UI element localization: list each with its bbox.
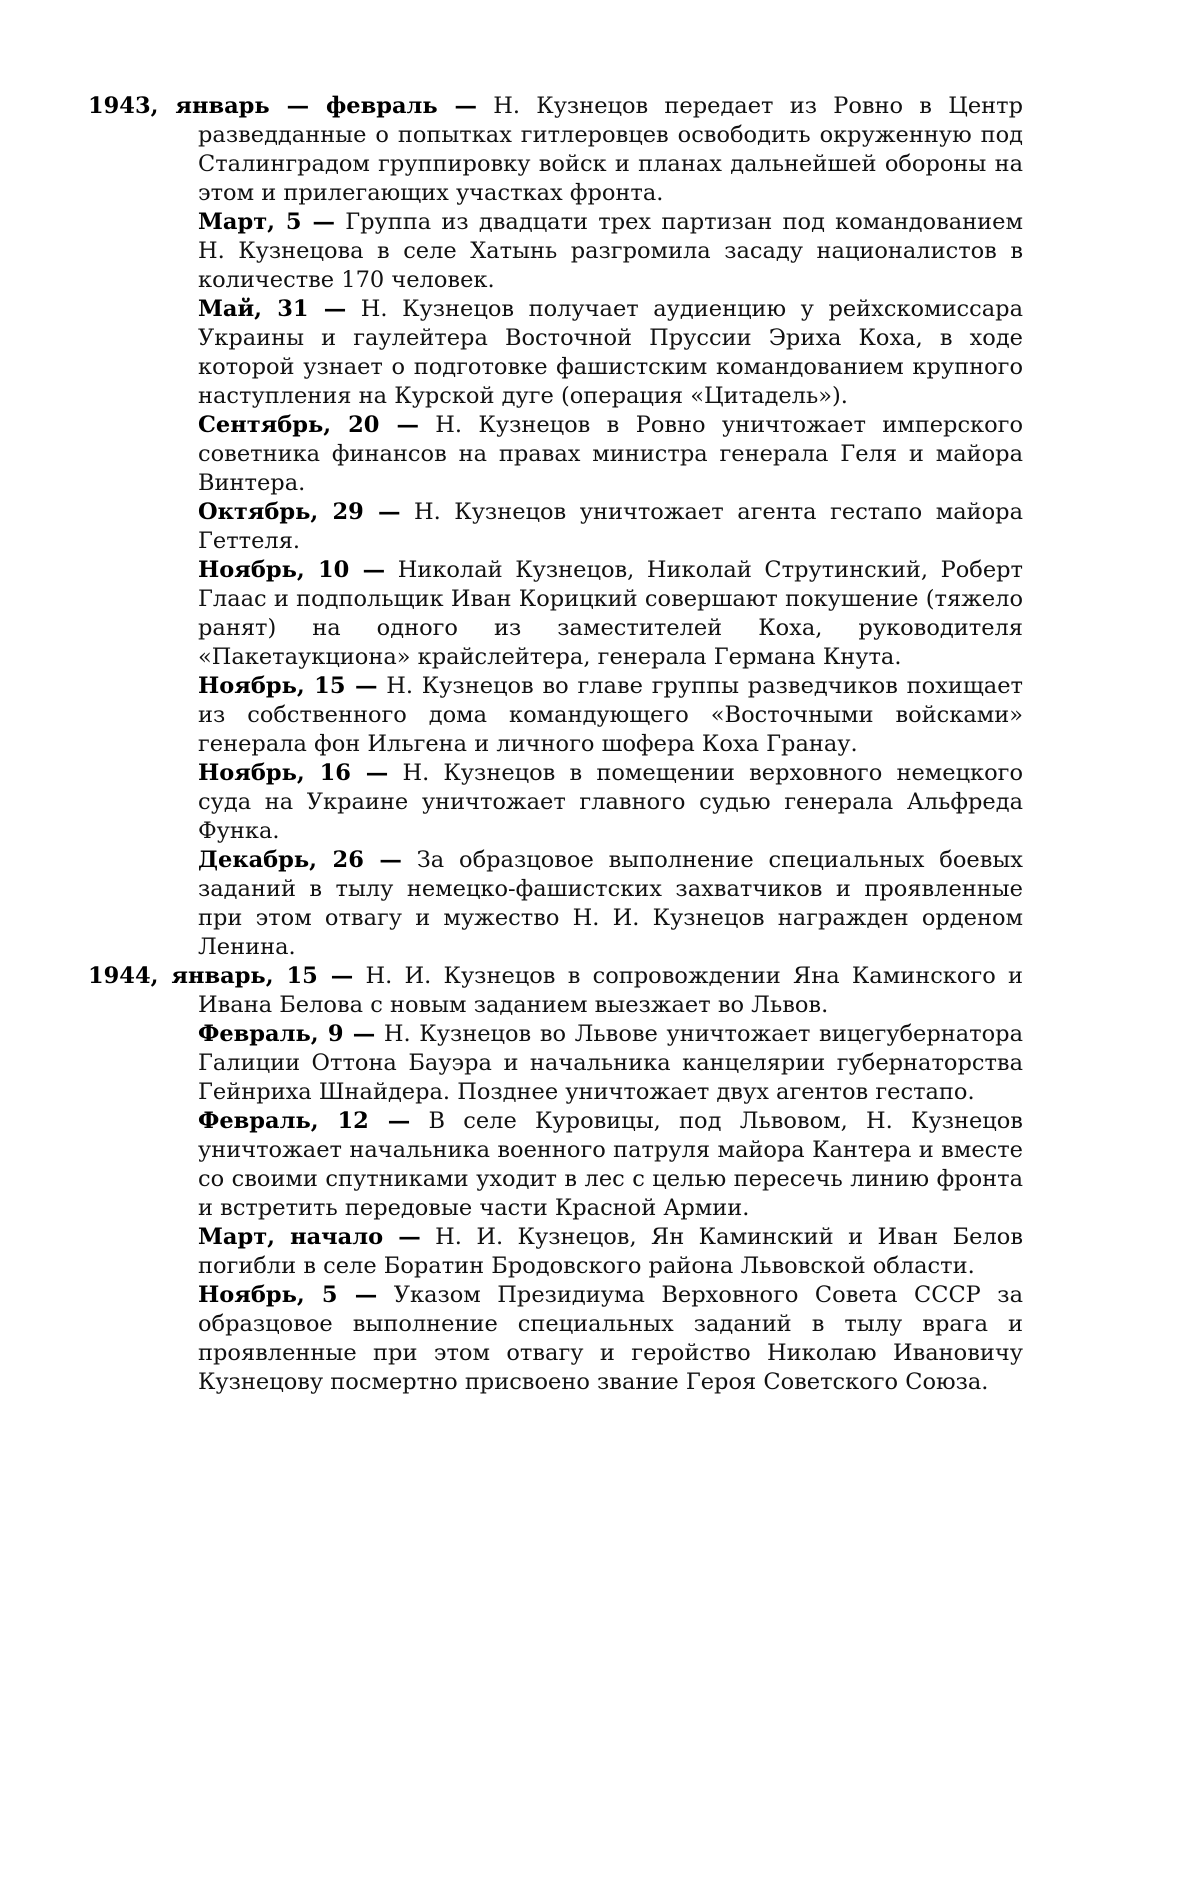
entry-text: Н. Кузнецов получает аудиенцию у рейхскомиссара Украины и гаулейтера Восточной Пруссии Эриха Коха, в ходе которой узнает о подготовке фашистским командованием крупного наступления на Курской дуге (операция «Цитадель»). — [198, 296, 1023, 409]
entry-text: За образцовое выполнение специальных боевых заданий в тылу немецко-фашистских захватчиков и проявленные при этом отвагу и мужество Н. И. Кузнецов награжден орденом Ленина. — [198, 847, 1023, 960]
entry-date: Февраль, 9 — — [198, 1021, 375, 1047]
entry-date: Сентябрь, 20 — — [198, 412, 419, 438]
entry-text: Н. Кузнецов в помещении верховного немецкого суда на Украине уничтожает главного судью генерала Альфреда Функа. — [198, 760, 1023, 844]
entry-date: Ноябрь, 10 — — [198, 557, 385, 583]
entry-date: Март, 5 — — [198, 209, 335, 235]
entry-text: Н. Кузнецов уничтожает агента гестапо майора Геттеля. — [198, 499, 1023, 554]
entry-date: Май, 31 — — [198, 296, 346, 322]
chronology-entry — [88, 962, 1023, 1020]
chronology-entry — [88, 1020, 1023, 1107]
entry-date: Октябрь, 29 — — [198, 499, 400, 525]
chronology-entry — [88, 846, 1023, 962]
chronology-entry — [88, 498, 1023, 556]
entry-date: Ноябрь, 15 — — [198, 673, 377, 699]
entry-date: Февраль, 12 — — [198, 1108, 410, 1134]
entry-date: Март, начало — — [198, 1224, 421, 1250]
entry-date: Ноябрь, 16 — — [198, 760, 388, 786]
chronology-entry — [88, 208, 1023, 295]
chronology-entry — [88, 556, 1023, 672]
chronology-entry — [88, 411, 1023, 498]
chronology-entry — [88, 1223, 1023, 1281]
entry-date: 1944, январь, 15 — — [88, 963, 353, 989]
chronology-entry — [88, 1281, 1023, 1397]
entry-text: Николай Кузнецов, Николай Струтинский, Роберт Глаас и подпольщик Иван Корицкий совершают покушение (тяжело ранят) на одного из заместителей Коха, руководителя «Пакетаукциона» крайслейтера, генерала Германа Кнута. — [198, 557, 1023, 670]
chronology-entry — [88, 672, 1023, 759]
entry-text: Н. Кузнецов передает из Ровно в Центр разведданные о попытках гитлеровцев освободить окруженную под Сталинградом группировку войск и планах дальнейшей обороны на этом и прилегающих участках фронта. — [198, 93, 1023, 206]
chronology-entry — [88, 92, 1023, 208]
entry-text: Н. И. Кузнецов в сопровождении Яна Каминского и Ивана Белова с новым заданием выезжает во Львов. — [198, 963, 1023, 1018]
chronology-entry — [88, 1107, 1023, 1223]
chronology-entry — [88, 759, 1023, 846]
entry-text: Н. Кузнецов во главе группы разведчиков похищает из собственного дома командующего «Восточными войсками» генерала фон Ильгена и личного шофера Коха Гранау. — [198, 673, 1023, 757]
entry-text: Н. Кузнецов во Львове уничтожает вицегубернатора Галиции Оттона Бауэра и начальника канцелярии губернаторства Гейнриха Шнайдера. Позднее уничтожает двух агентов гестапо. — [198, 1021, 1023, 1105]
entry-text: Группа из двадцати трех партизан под командованием Н. Кузнецова в селе Хатынь разгромила засаду националистов в количестве 170 человек. — [198, 209, 1023, 293]
entry-date: 1943, январь — февраль — — [88, 93, 477, 119]
entry-text: В селе Куровицы, под Львовом, Н. Кузнецов уничтожает начальника военного патруля майора Кантера и вместе со своими спутниками уходит в лес с целью пересечь линию фронта и встретить передовые части Красной Армии. — [198, 1108, 1023, 1221]
entry-text: Указом Президиума Верховного Совета СССР за образцовое выполнение специальных заданий в тылу врага и проявленные при этом отвагу и геройство Николаю Ивановичу Кузнецову посмертно присвоено звание Героя Советского Союза. — [198, 1282, 1023, 1395]
chronology-page — [88, 92, 1023, 1397]
chronology-entry — [88, 295, 1023, 411]
entry-date: Ноябрь, 5 — — [198, 1282, 377, 1308]
entry-date: Декабрь, 26 — — [198, 847, 402, 873]
entry-text: Н. И. Кузнецов, Ян Каминский и Иван Белов погибли в селе Боратин Бродовского района Львовской области. — [198, 1224, 1023, 1279]
entry-text: Н. Кузнецов в Ровно уничтожает имперского советника финансов на правах министра генерала Геля и майора Винтера. — [198, 412, 1023, 496]
